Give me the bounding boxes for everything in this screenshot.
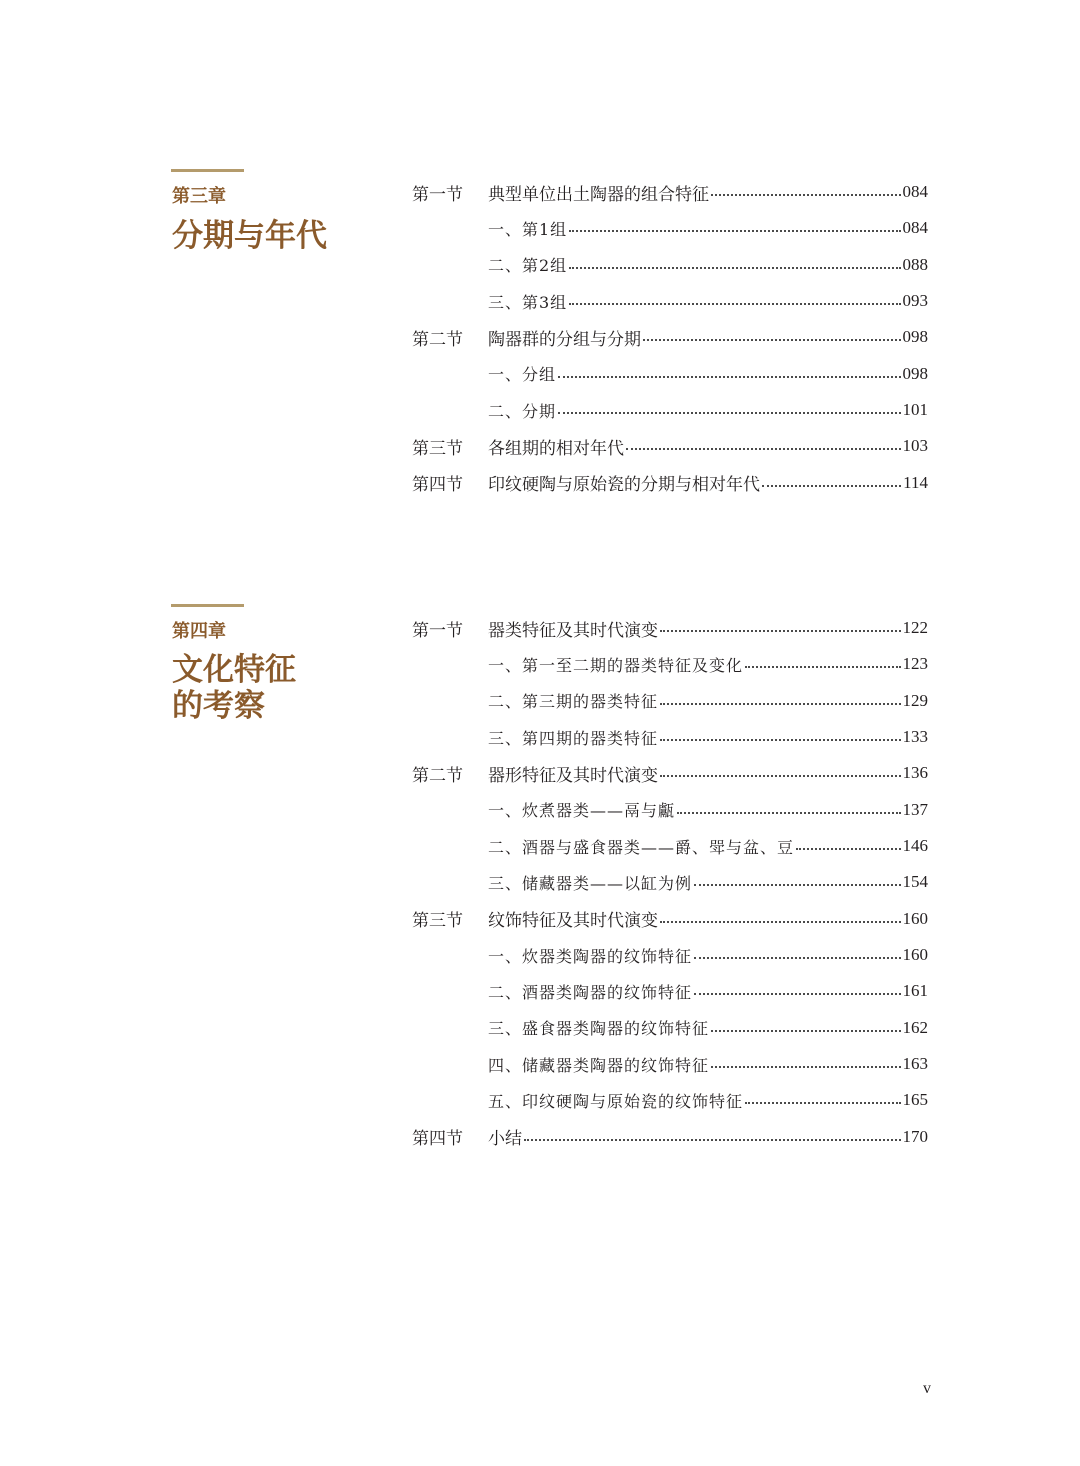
entry-page: 170 <box>902 1126 928 1146</box>
toc-entry[interactable] <box>412 610 928 646</box>
entry-page: 088 <box>902 254 928 274</box>
dot-leader <box>660 703 900 705</box>
section-label: 第一节 <box>412 620 463 641</box>
dot-leader <box>626 448 901 450</box>
chapter-label: 第三章 <box>172 186 226 207</box>
toc-entry[interactable] <box>412 973 928 1009</box>
dot-leader <box>711 1030 900 1032</box>
dot-leader <box>660 630 901 632</box>
entry-title: 三、第3组 <box>488 292 568 312</box>
dot-leader <box>711 194 901 196</box>
entry-title: 二、第三期的器类特征 <box>488 692 659 712</box>
section-label: 第二节 <box>412 765 463 786</box>
entry-page: 160 <box>902 908 928 928</box>
chapter-title <box>172 652 296 724</box>
entry-title: 一、分组 <box>488 365 557 385</box>
chapter-rule <box>171 604 244 607</box>
toc-entry[interactable] <box>412 1082 928 1118</box>
entry-title: 四、储藏器类陶器的纹饰特征 <box>488 1055 710 1075</box>
toc-entry[interactable] <box>412 174 928 210</box>
dot-leader <box>796 848 900 850</box>
entry-page: 129 <box>902 690 928 710</box>
dot-leader <box>694 957 900 959</box>
toc-entry[interactable] <box>412 792 928 828</box>
entry-title: 器类特征及其时代演变 <box>488 620 658 641</box>
toc-entry[interactable] <box>412 1119 928 1155</box>
entry-page: 146 <box>902 836 928 856</box>
chapter-title-line: 的考察 <box>172 688 265 724</box>
toc-entry[interactable] <box>412 828 928 864</box>
dot-leader <box>677 812 900 814</box>
entry-page: 098 <box>902 363 928 383</box>
chapter-title-line: 文化特征 <box>172 652 296 688</box>
entry-page: 136 <box>902 763 928 783</box>
entry-title: 陶器群的分组与分期 <box>488 329 641 350</box>
dot-leader <box>694 993 900 995</box>
entry-title: 印纹硬陶与原始瓷的分期与相对年代 <box>488 475 760 496</box>
toc-list <box>412 610 928 1155</box>
entry-title: 二、酒器类陶器的纹饰特征 <box>488 982 693 1002</box>
entry-page: 154 <box>902 872 928 892</box>
entry-title: 纹饰特征及其时代演变 <box>488 911 658 932</box>
entry-title: 典型单位出土陶器的组合特征 <box>488 184 709 205</box>
entry-title: 二、分期 <box>488 401 557 421</box>
toc-entry[interactable] <box>412 1046 928 1082</box>
entry-page: 123 <box>902 654 928 674</box>
toc-entry[interactable] <box>412 901 928 937</box>
entry-title: 一、炊器类陶器的纹饰特征 <box>488 946 693 966</box>
entry-title: 三、第四期的器类特征 <box>488 728 659 748</box>
section-label: 第一节 <box>412 184 463 205</box>
dot-leader <box>711 1066 900 1068</box>
toc-entry[interactable] <box>412 319 928 355</box>
toc-entry[interactable] <box>412 755 928 791</box>
entry-title: 一、第一至二期的器类特征及变化 <box>488 655 744 675</box>
entry-page: 161 <box>902 981 928 1001</box>
dot-leader <box>762 485 901 487</box>
toc-entry[interactable] <box>412 1010 928 1046</box>
dot-leader <box>558 376 900 378</box>
entry-page: 098 <box>902 327 928 347</box>
toc-entry[interactable] <box>412 937 928 973</box>
entry-page: 093 <box>902 291 928 311</box>
entry-title: 一、第1组 <box>488 219 568 239</box>
toc-entry[interactable] <box>412 356 928 392</box>
toc-entry[interactable] <box>412 646 928 682</box>
dot-leader <box>660 775 901 777</box>
section-label: 第三节 <box>412 911 463 932</box>
toc-entry[interactable] <box>412 210 928 246</box>
dot-leader <box>660 921 901 923</box>
section-label: 第三节 <box>412 438 463 459</box>
toc-entry[interactable] <box>412 864 928 900</box>
chapter-rule <box>171 169 244 172</box>
entry-page: 084 <box>902 218 928 238</box>
entry-title: 器形特征及其时代演变 <box>488 765 658 786</box>
entry-title: 二、酒器与盛食器类——爵、斝与盆、豆 <box>488 837 795 857</box>
entry-title: 小结 <box>488 1129 522 1150</box>
entry-title: 各组期的相对年代 <box>488 438 624 459</box>
toc-entry[interactable] <box>412 247 928 283</box>
entry-page: 137 <box>902 799 928 819</box>
entry-title: 三、盛食器类陶器的纹饰特征 <box>488 1019 710 1039</box>
entry-page: 084 <box>902 182 928 202</box>
entry-page: 114 <box>903 472 928 492</box>
toc-entry[interactable] <box>412 465 928 501</box>
entry-title: 二、第2组 <box>488 256 568 276</box>
entry-page: 101 <box>902 400 928 420</box>
dot-leader <box>694 884 900 886</box>
dot-leader <box>745 1102 900 1104</box>
section-label: 第四节 <box>412 475 463 496</box>
dot-leader <box>643 339 901 341</box>
toc-entry[interactable] <box>412 428 928 464</box>
page-number: v <box>923 1380 931 1397</box>
toc-entry[interactable] <box>412 392 928 428</box>
toc-list <box>412 174 928 501</box>
entry-page: 163 <box>902 1054 928 1074</box>
chapter-label: 第四章 <box>172 621 226 642</box>
entry-title: 一、炊煮器类——鬲与甗 <box>488 801 676 821</box>
chapter-title <box>172 218 327 254</box>
entry-page: 165 <box>902 1090 928 1110</box>
dot-leader <box>558 412 900 414</box>
entry-page: 162 <box>902 1017 928 1037</box>
dot-leader <box>569 267 900 269</box>
entry-page: 160 <box>902 945 928 965</box>
dot-leader <box>660 739 900 741</box>
entry-page: 122 <box>902 618 928 638</box>
chapter-title-line: 分期与年代 <box>172 218 327 254</box>
dot-leader <box>745 666 900 668</box>
section-label: 第二节 <box>412 329 463 350</box>
entry-title: 五、印纹硬陶与原始瓷的纹饰特征 <box>488 1091 744 1111</box>
entry-page: 103 <box>902 436 928 456</box>
entry-page: 133 <box>902 727 928 747</box>
dot-leader <box>569 230 900 232</box>
section-label: 第四节 <box>412 1129 463 1150</box>
toc-entry[interactable] <box>412 683 928 719</box>
toc-entry[interactable] <box>412 283 928 319</box>
dot-leader <box>524 1139 901 1141</box>
dot-leader <box>569 303 900 305</box>
entry-title: 三、储藏器类——以缸为例 <box>488 873 693 893</box>
toc-entry[interactable] <box>412 719 928 755</box>
